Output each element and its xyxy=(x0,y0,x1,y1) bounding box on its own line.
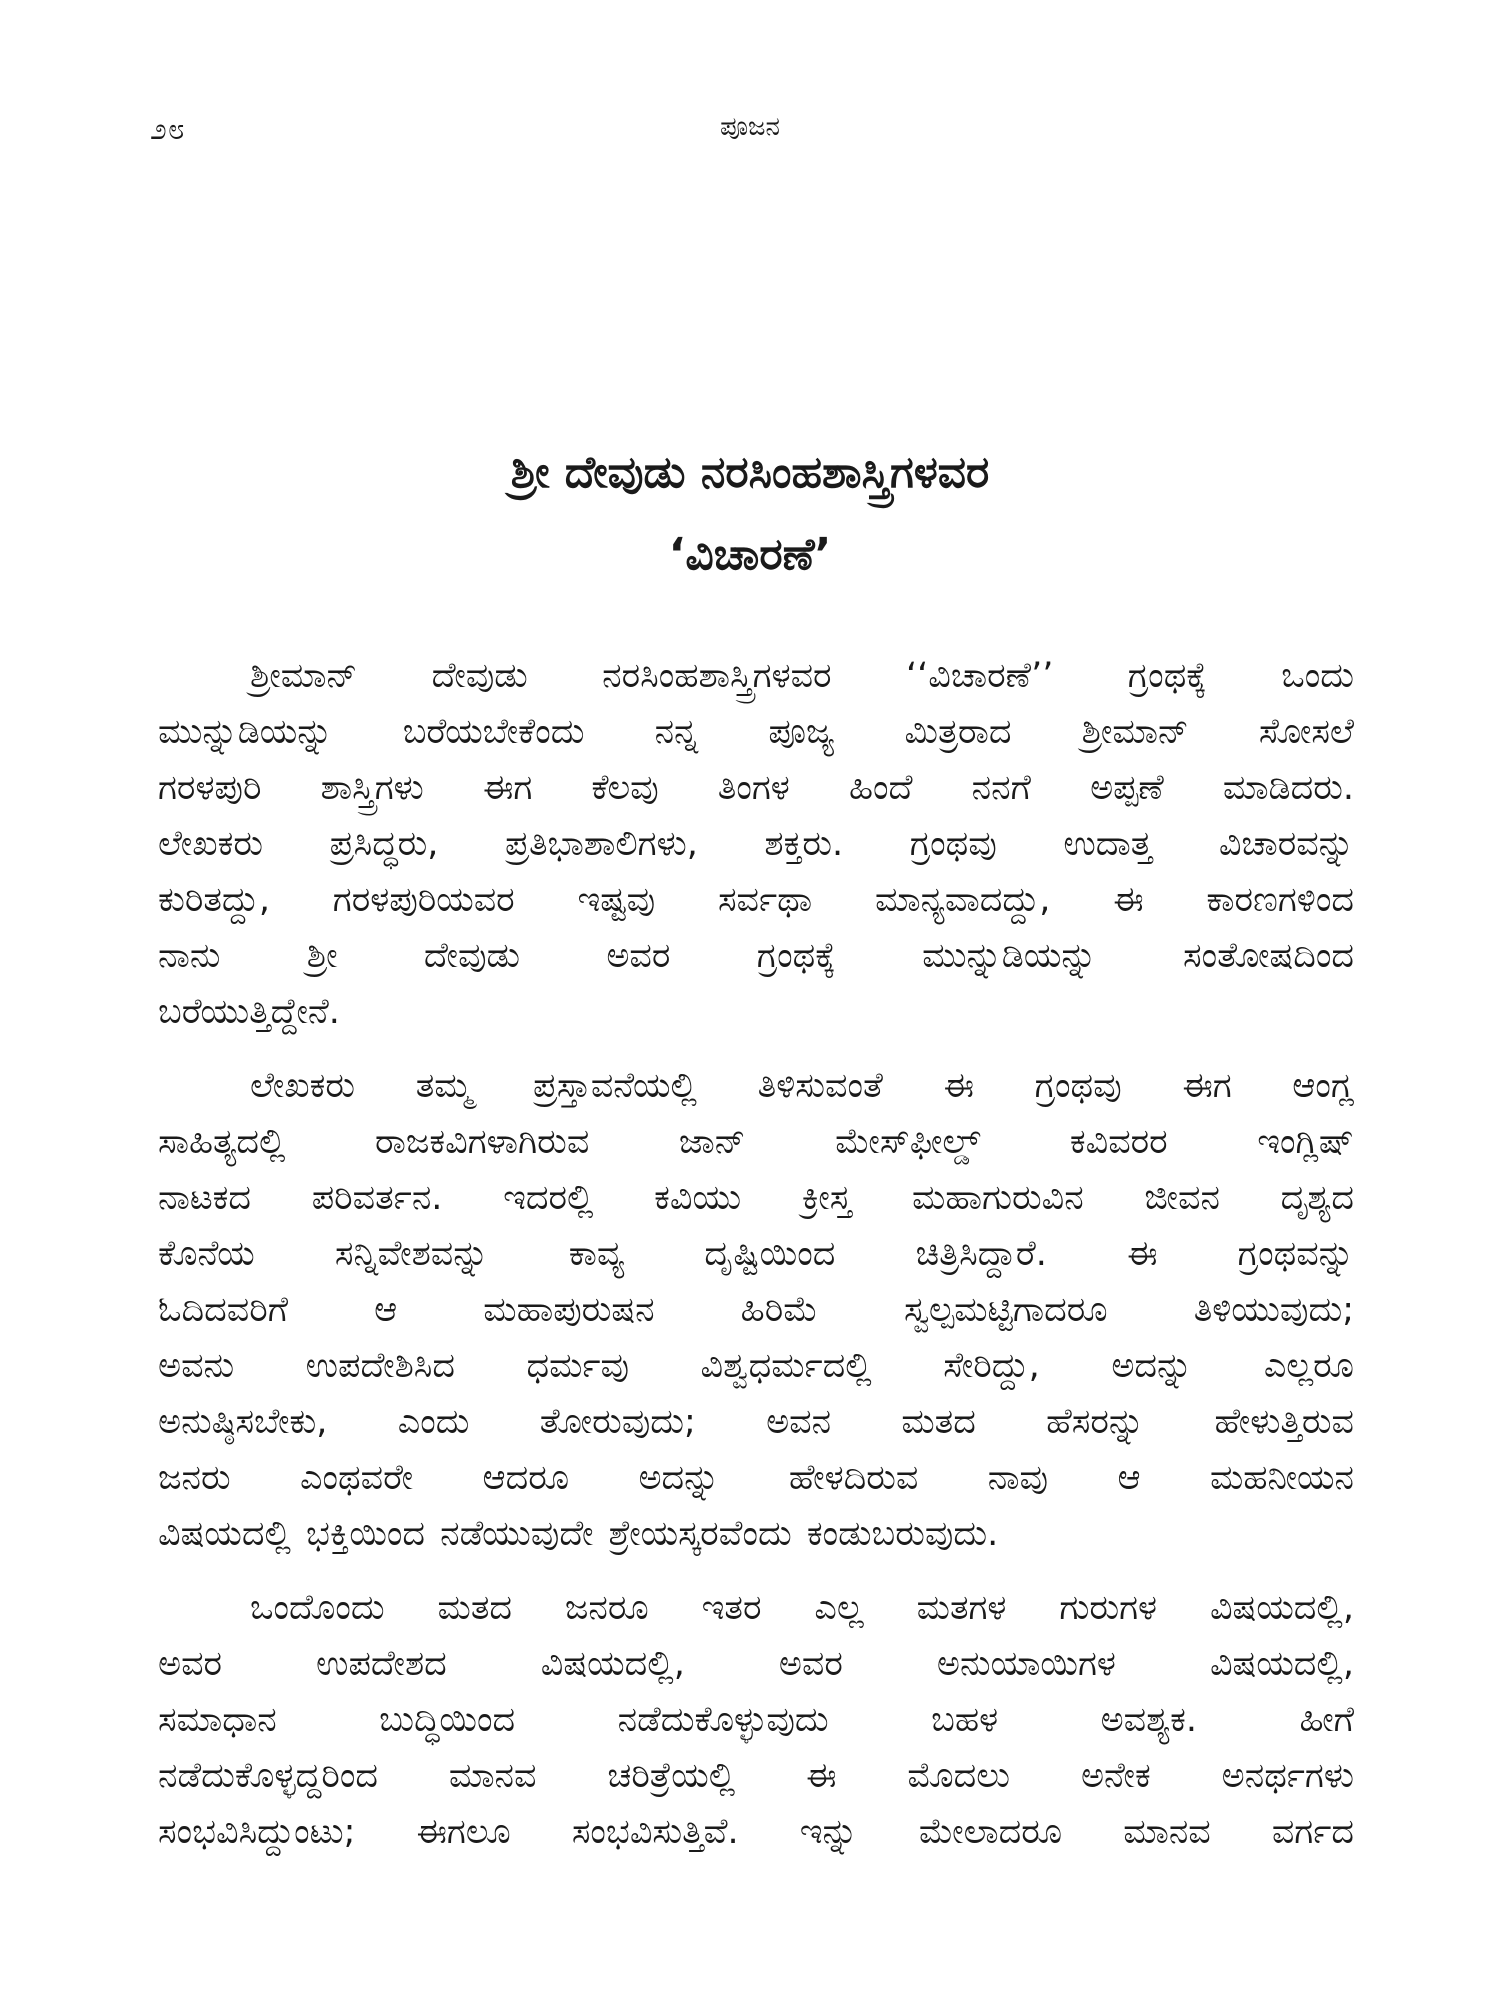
chapter-title xyxy=(150,432,1350,596)
text-line: ಅನುಷ್ಠಿಸಬೇಕು, ಎಂದು ತೋರುವುದು; ಅವನ ಮತದ ಹೆಸರನ್ನು ಹೇಳುತ್ತಿರುವ xyxy=(158,1402,1354,1442)
text-line: ಸಮಾಧಾನ ಬುದ್ಧಿಯಿಂದ ನಡೆದುಕೊಳ್ಳುವುದು ಬಹಳ ಅವಶ್ಯಕ. ಹೀಗೆ xyxy=(158,1700,1354,1740)
title-line-1: ಶ್ರೀ ದೇವುಡು ನರಸಿಂಹಶಾಸ್ತ್ರಿಗಳವರ xyxy=(510,447,990,498)
text-line: ಅವನು ಉಪದೇಶಿಸಿದ ಧರ್ಮವು ವಿಶ್ವಧರ್ಮದಲ್ಲಿ ಸೇರಿದ್ದು, ಅದನ್ನು ಎಲ್ಲರೂ xyxy=(158,1346,1354,1386)
text-line: ಸಂಭವಿಸಿದ್ದುಂಟು; ಈಗಲೂ ಸಂಭವಿಸುತ್ತಿವೆ. ಇನ್ನು ಮೇಲಾದರೂ ಮಾನವ ವರ್ಗದ xyxy=(158,1812,1354,1852)
text-line: ಕೊನೆಯ ಸನ್ನಿವೇಶವನ್ನು ಕಾವ್ಯ ದೃಷ್ಟಿಯಿಂದ ಚಿತ್ರಿಸಿದ್ದಾರೆ. ಈ ಗ್ರಂಥವನ್ನು xyxy=(158,1234,1354,1274)
page-number: ೨೮ xyxy=(150,112,186,147)
text-line: ಒಂದೊಂದು ಮತದ ಜನರೂ ಇತರ ಎಲ್ಲ ಮತಗಳ ಗುರುಗಳ ವಿಷಯದಲ್ಲಿ, xyxy=(250,1588,1354,1628)
text-line: ಲೇಖಕರು ಪ್ರಸಿದ್ಧರು, ಪ್ರತಿಭಾಶಾಲಿಗಳು, ಶಕ್ತರು. ಗ್ರಂಥವು ಉದಾತ್ತ ವಿಚಾರವನ್ನು xyxy=(158,824,1354,864)
text-line: ಬರೆಯುತ್ತಿದ್ದೇನೆ. xyxy=(158,992,340,1032)
running-title: ಪೂಜನ xyxy=(720,112,780,142)
body-text xyxy=(158,648,1354,1860)
text-line: ನಾನು ಶ್ರೀ ದೇವುಡು ಅವರ ಗ್ರಂಥಕ್ಕೆ ಮುನ್ನುಡಿಯನ್ನು ಸಂತೋಷದಿಂದ xyxy=(158,936,1354,976)
text-line: ಗರಳಪುರಿ ಶಾಸ್ತ್ರಿಗಳು ಈಗ ಕೆಲವು ತಿಂಗಳ ಹಿಂದೆ ನನಗೆ ಅಪ್ಪಣೆ ಮಾಡಿದರು. xyxy=(158,768,1354,808)
text-line: ಅವರ ಉಪದೇಶದ ವಿಷಯದಲ್ಲಿ, ಅವರ ಅನುಯಾಯಿಗಳ ವಿಷಯದಲ್ಲಿ, xyxy=(158,1644,1354,1684)
text-line: ಕುರಿತದ್ದು, ಗರಳಪುರಿಯವರ ಇಷ್ಟವು ಸರ್ವಥಾ ಮಾನ್ಯವಾದದ್ದು, ಈ ಕಾರಣಗಳಿಂದ xyxy=(158,880,1354,920)
text-line: ಓದಿದವರಿಗೆ ಆ ಮಹಾಪುರುಷನ ಹಿರಿಮೆ ಸ್ವಲ್ಪಮಟ್ಟಿಗಾದರೂ ತಿಳಿಯುವುದು; xyxy=(158,1290,1354,1330)
paragraph-1 xyxy=(158,648,1354,1040)
paragraph-2 xyxy=(158,1058,1354,1562)
text-line: ಮುನ್ನುಡಿಯನ್ನು ಬರೆಯಬೇಕೆಂದು ನನ್ನ ಪೂಜ್ಯ ಮಿತ್ರರಾದ ಶ್ರೀಮಾನ್ ಸೋಸಲೆ xyxy=(158,712,1354,752)
text-line: ನಡೆದುಕೊಳ್ಳದ್ದರಿಂದ ಮಾನವ ಚರಿತ್ರೆಯಲ್ಲಿ ಈ ಮೊದಲು ಅನೇಕ ಅನರ್ಥಗಳು xyxy=(158,1756,1354,1796)
text-line: ಶ್ರೀಮಾನ್ ದೇವುಡು ನರಸಿಂಹಶಾಸ್ತ್ರಿಗಳವರ ‘‘ವಿಚಾರಣೆ’’ ಗ್ರಂಥಕ್ಕೆ ಒಂದು xyxy=(250,656,1354,696)
text-line: ನಾಟಕದ ಪರಿವರ್ತನ. ಇದರಲ್ಲಿ ಕವಿಯು ಕ್ರೀಸ್ತ ಮಹಾಗುರುವಿನ ಜೀವನ ದೃಶ್ಯದ xyxy=(158,1178,1354,1218)
running-header xyxy=(150,112,1350,152)
text-line: ವಿಷಯದಲ್ಲಿ ಭಕ್ತಿಯಿಂದ ನಡೆಯುವುದೇ ಶ್ರೇಯಸ್ಕರವೆಂದು ಕಂಡುಬರುವುದು. xyxy=(158,1514,999,1554)
paragraph-3 xyxy=(158,1580,1354,1860)
text-line: ಲೇಖಕರು ತಮ್ಮ ಪ್ರಸ್ತಾವನೆಯಲ್ಲಿ ತಿಳಿಸುವಂತೆ ಈ ಗ್ರಂಥವು ಈಗ ಆಂಗ್ಲ xyxy=(250,1066,1354,1106)
text-line: ಸಾಹಿತ್ಯದಲ್ಲಿ ರಾಜಕವಿಗಳಾಗಿರುವ ಜಾನ್ ಮೇಸ್‌ಫೀಲ್ಡ್ ಕವಿವರರ ಇಂಗ್ಲಿಷ್ xyxy=(158,1122,1354,1162)
title-line-2: ‘ವಿಚಾರಣೆ’ xyxy=(668,529,832,580)
text-line: ಜನರು ಎಂಥವರೇ ಆದರೂ ಅದನ್ನು ಹೇಳದಿರುವ ನಾವು ಆ ಮಹನೀಯನ xyxy=(158,1458,1354,1498)
